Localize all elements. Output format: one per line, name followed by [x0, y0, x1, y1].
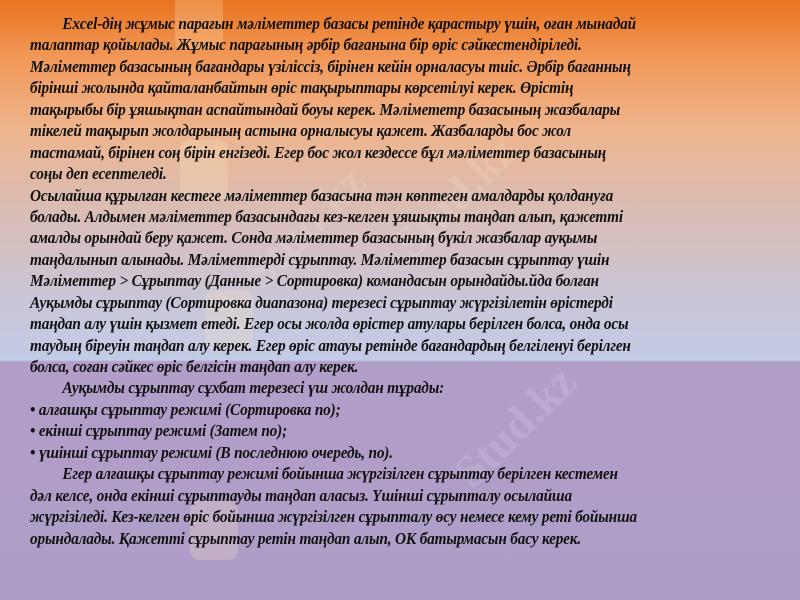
text-line: Мәліметтер > Сұрыптау (Данные > Сортировка) командасын орындайды.йда болған — [30, 271, 599, 291]
text-line: • екінші сұрыптау режимі (Затем по); — [30, 421, 287, 441]
text-line: • үшінші сұрыптау режимі (В последнюю очередь, по). — [30, 442, 393, 462]
slide-body-text — [30, 13, 704, 549]
text-line: болса, соған сәйкес өріс белгісін таңдап алу керек. — [30, 357, 359, 376]
text-line: болады. Алдымен мәліметтер базасындағы кез-келген ұяшықты таңдап алып, қажетті — [30, 206, 623, 226]
text-line: таңдалынып алынады. Мәліметтерді сұрыптау. Мәліметтер базасын сұрыптау үшін — [30, 249, 610, 269]
text-line: тастамай, бірінен соң бірін енгізеді. Егер бос жол кездессе бұл мәліметтер базасының — [30, 142, 606, 162]
text-line: талаптар қойылады. Жұмыс парағының әрбір бағанына бір өріс сәйкестендіріледі. — [30, 35, 582, 55]
text-line: амалды орындай беру қажет. Сонда мәліметтер базасының бүкіл жазбалар ауқымы — [30, 228, 598, 248]
text-line: Ауқымды сұрыптау (Сортировка диапазона) терезесі сұрыптау жүргізілетін өрістерді — [30, 292, 613, 312]
text-line: жүргізіледі. Кез-келген өріс бойынша жүргізілген сұрыпталу өсу немесе кему реті бойынша — [30, 507, 638, 527]
text-line: Осылайша құрылған кестеге мәліметтер базасына тән көптеген амалдарды қолдануға — [30, 185, 614, 205]
text-line: Егер алғашқы сұрыптау режимі бойынша жүргізілген сұрыптау берілген кестемен — [62, 464, 618, 484]
watermark-text: Stud.kz — [233, 155, 376, 298]
watermark-text: Stud.kz — [383, 125, 526, 268]
text-line: Excel-дің жұмыс парағын мәліметтер базасы ретінде қарастыру үшін, оған мынадай — [62, 14, 636, 33]
text-line: • алғашқы сұрыптау режимі (Сортировка по); — [30, 399, 341, 419]
text-line: соңы деп есептеледі. — [30, 164, 167, 184]
text-line: таңдап алу үшін қызмет етеді. Егер осы жолда өрістер атулары берілген болса, онда осы — [30, 314, 629, 334]
text-line: тікелей тақырып жолдарының астына орналысуы қажет. Жазбаларды бос жол — [30, 121, 571, 141]
text-line: бірінші жолында қайталанбайтын өріс тақырыптары көрсетілуі керек. Өрістің — [30, 78, 574, 98]
text-line: Мәліметтер базасының бағандары үзіліссіз, бірінен кейін орналасуы тиіс. Әрбір бағанның — [30, 56, 631, 76]
text-line: дәл келсе, онда екінші сұрыптауды таңдап аласыз. Үшінші сұрыпталу осылайша — [30, 485, 572, 505]
text-line: тақырыбы бір ұяшықтан аспайтындай боуы керек. Мәлімететр базасының жазбалары — [30, 99, 621, 119]
text-line: Ауқымды сұрыптау сұхбат терезесі үш жолдан тұрады: — [62, 378, 445, 398]
watermark-text: Stud.kz — [443, 355, 586, 498]
text-line: орындалады. Қажетті сұрыптау ретін таңдап алып, ОК батырмасын басу керек. — [30, 528, 582, 548]
text-line: таудың біреуін таңдап алу керек. Егер өріс атауы ретінде бағандардың белгіленуі берілген — [30, 335, 631, 355]
